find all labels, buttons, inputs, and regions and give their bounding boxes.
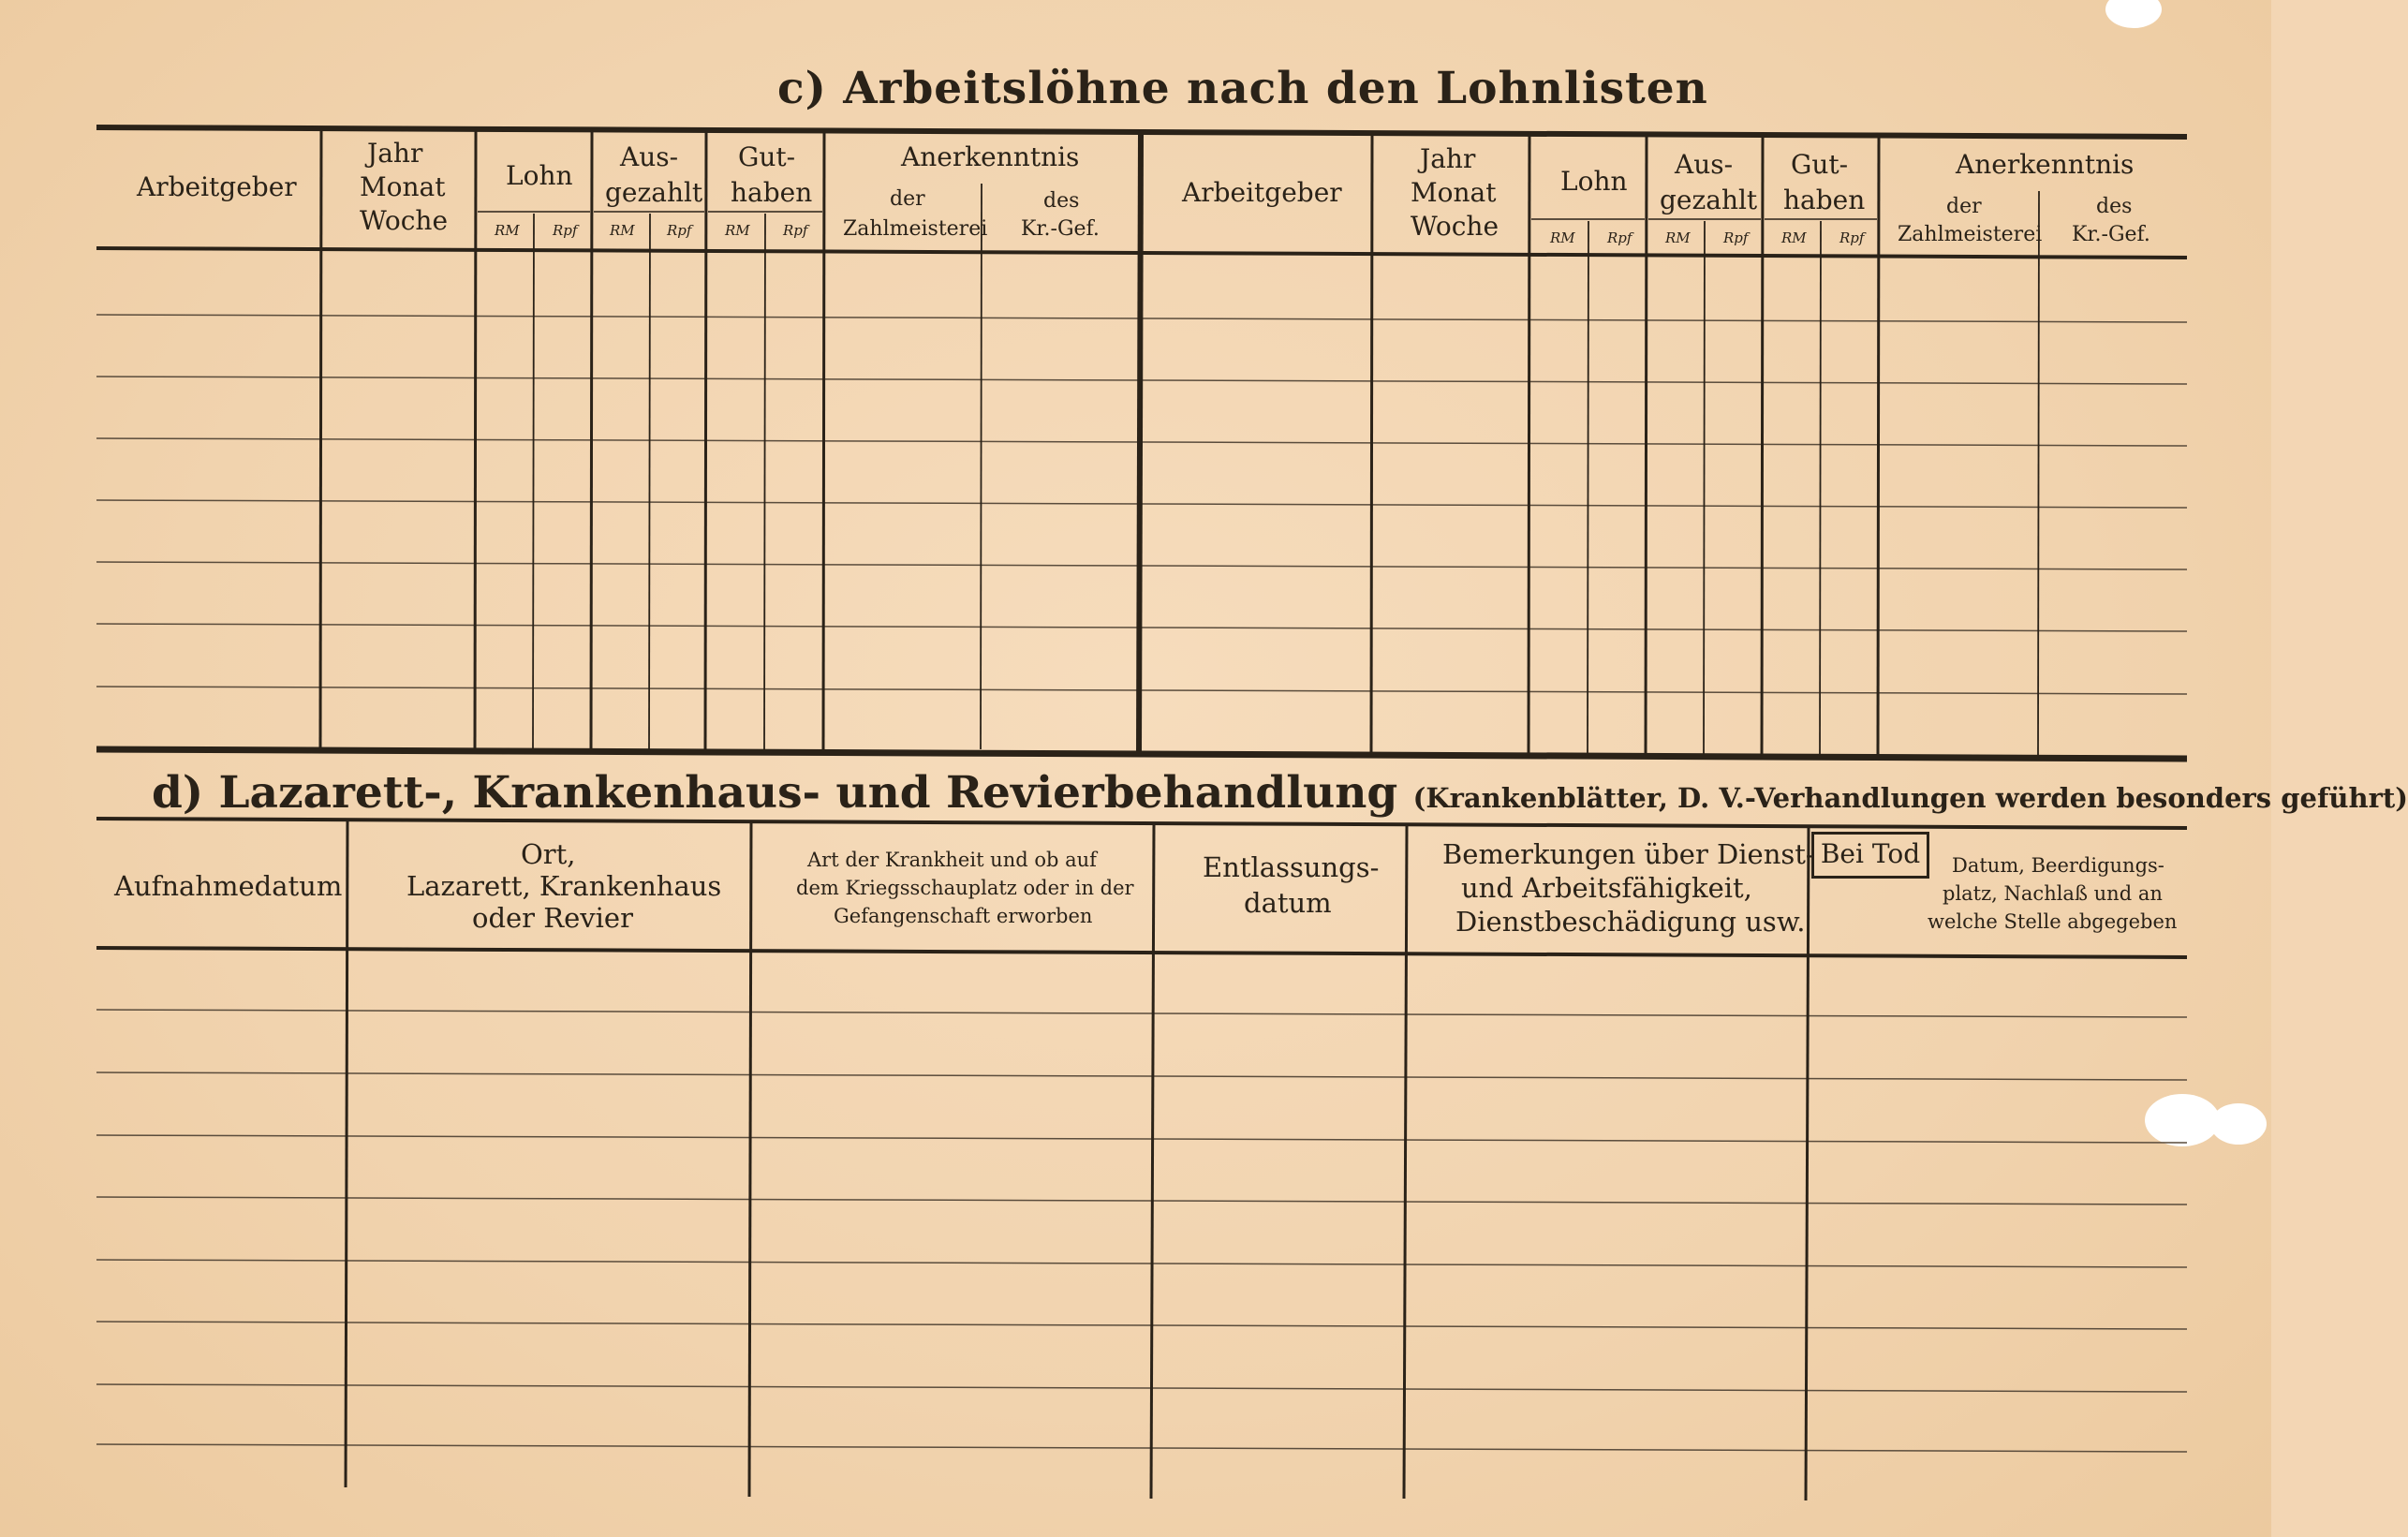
- header-des-2: des: [2096, 195, 2133, 218]
- header-gut-rpf: Rpf: [783, 222, 808, 239]
- header-arbeitgeber-2: Arbeitgeber: [1182, 177, 1342, 208]
- header-lohn-rm-2: RM: [1550, 229, 1575, 246]
- header-lohn-rm: RM: [495, 222, 520, 239]
- header-monat-2: Monat: [1411, 177, 1497, 208]
- header-gezahlt: gezahlt: [605, 177, 703, 208]
- header-bemerkungen-line1: Bemerkungen über Dienst-: [1442, 838, 1815, 870]
- header-aus-rm: RM: [610, 222, 635, 239]
- header-ort-line1: Ort,: [521, 838, 576, 870]
- header-woche: Woche: [360, 205, 449, 236]
- header-gut-rpf-2: Rpf: [1839, 229, 1865, 246]
- header-bemerkungen-line2: und Arbeitsfähigkeit,: [1461, 872, 1752, 904]
- header-aufnahmedatum: Aufnahmedatum: [114, 870, 343, 902]
- header-gut-rm-2: RM: [1781, 229, 1807, 246]
- header-lohn-rpf: Rpf: [553, 222, 578, 239]
- header-der-2: der: [1946, 195, 1982, 218]
- header-jahr: Jahr: [367, 138, 423, 169]
- header-bemerkungen-line3: Dienstbeschädigung usw.: [1455, 906, 1806, 938]
- header-zahlmeisterei-2: Zahlmeisterei: [1898, 223, 2043, 246]
- header-datum: datum: [1244, 887, 1332, 919]
- header-gezahlt-2: gezahlt: [1660, 185, 1758, 215]
- header-haben: haben: [731, 177, 813, 208]
- header-datum-beerdigung-line2: platz, Nachlaß und an: [1943, 882, 2163, 905]
- header-ort-line2: Lazarett, Krankenhaus: [406, 870, 722, 902]
- header-jahr-2: Jahr: [1420, 143, 1476, 174]
- header-monat: Monat: [360, 171, 446, 202]
- header-arbeitgeber: Arbeitgeber: [137, 171, 297, 202]
- header-aus-2: Aus-: [1675, 149, 1734, 180]
- header-woche-2: Woche: [1411, 211, 1499, 242]
- header-lohn: Lohn: [506, 160, 573, 191]
- header-gut: Gut-: [738, 141, 796, 172]
- header-art-line3: Gefangenschaft erworben: [834, 905, 1093, 927]
- section-c-title: c) Arbeitslöhne nach den Lohnlisten: [777, 63, 1708, 114]
- header-anerkenntnis-2: Anerkenntnis: [1956, 149, 2135, 180]
- header-gut-2: Gut-: [1791, 149, 1849, 180]
- section-d-title: [152, 768, 2408, 819]
- header-datum-beerdigung-line1: Datum, Beerdigungs-: [1952, 854, 2164, 877]
- header-lohn-2: Lohn: [1560, 166, 1628, 197]
- header-der: der: [890, 187, 925, 211]
- header-datum-beerdigung-line3: welche Stelle abgegeben: [1928, 910, 2178, 933]
- header-haben-2: haben: [1783, 185, 1866, 215]
- header-krgef-2: Kr.-Gef.: [2072, 223, 2150, 246]
- header-lohn-rpf-2: Rpf: [1607, 229, 1632, 246]
- header-art-line1: Art der Krankheit und ob auf: [807, 849, 1097, 871]
- header-aus-rpf: Rpf: [667, 222, 692, 239]
- header-aus-rm-2: RM: [1665, 229, 1691, 246]
- header-gut-rm: RM: [725, 222, 750, 239]
- header-aus-rpf-2: Rpf: [1723, 229, 1749, 246]
- section-d-note: (Krankenblätter, D. V.-Verhandlungen werden besonders geführt): [1412, 782, 2408, 814]
- header-anerkenntnis: Anerkenntnis: [901, 141, 1080, 172]
- header-des: des: [1043, 189, 1080, 213]
- section-d-title-main: d) Lazarett-, Krankenhaus- und Revierbehandlung: [152, 767, 1398, 819]
- header-bei-tod: Bei Tod: [1811, 832, 1929, 879]
- header-krgef: Kr.-Gef.: [1021, 217, 1100, 241]
- header-ort-line3: oder Revier: [472, 902, 633, 934]
- header-entlassungs: Entlassungs-: [1203, 851, 1380, 883]
- header-art-line2: dem Kriegsschauplatz oder in der: [796, 877, 1134, 899]
- header-zahlmeisterei: Zahlmeisterei: [843, 217, 988, 241]
- header-aus: Aus-: [620, 141, 679, 172]
